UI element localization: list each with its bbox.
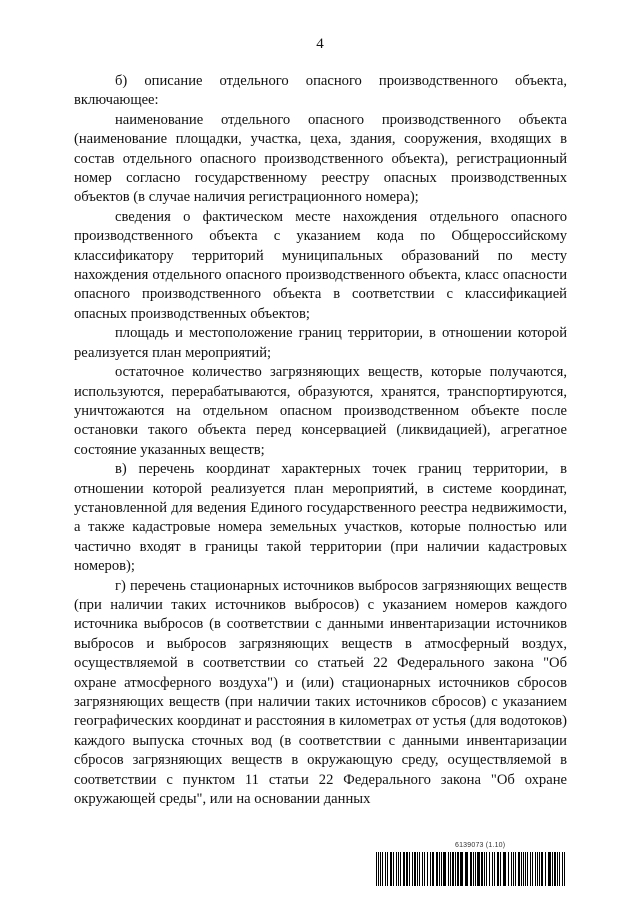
paragraph-location-info: сведения о фактическом месте нахождения отдельного опасного производственного объекта с указанием кода по Общероссийскому классификатору территорий муниципальных образований по месту нахождения отдельного опасного производственного объекта, класс опасности опасного производственного объекта в соответствии с классификацией опасных производственных объектов; xyxy=(74,208,567,322)
paragraph-v-coordinates: в) перечень координат характерных точек границ территории, в отношении которой реализуется план мероприятий, в системе координат, установленной для ведения Единого государственного реестра недвижимости, а также кадастровые номера земельных участков, которые полностью или частично входят в границы такой территории (при наличии кадастровых номеров); xyxy=(74,461,567,575)
paragraph-b-description: б) описание отдельного опасного производственного объекта, включающее: xyxy=(74,73,567,109)
paragraph-area-boundaries: площадь и местоположение границ территории, в отношении которой реализуется план мероприятий; xyxy=(74,325,567,361)
paragraph-object-name: наименование отдельного опасного производственного объекта (наименование площадки, участка, цеха, здания, сооружения, входящих в состав отдельного опасного производственного объекта), регистрационный номер согласно государственному реестру опасных производственных объектов (в случае наличия регистрационного номера); xyxy=(74,111,567,206)
page-number: 4 xyxy=(316,36,324,52)
document-stamp: 6139073 (1.10) xyxy=(455,842,506,849)
paragraph-g-emission-sources: г) перечень стационарных источников выбросов загрязняющих веществ (при наличии таких источников выбросов) с указанием номеров каждого источника выбросов (в соответствии с данными инвентаризации источников выбросов и выбросов загрязняющих веществ в атмосферный воздух, осуществляемой в соответствии со статьей 22 Федерального закона "Об охране атмосферного воздуха") и (или) стационарных источников сбросов загрязняющих веществ (при наличии таких источников сбросов) с указанием географических координат и расстояния в километрах от устья (для водотоков) каждого выпуска сточных вод (в соответствии с данными инвентаризации сбросов загрязняющих веществ в окружающую среду, осуществляемой в соответствии с пунктом 11 статьи 22 Федерального закона "Об охране окружающей среды", или на основании данных xyxy=(74,577,567,808)
document-body xyxy=(74,72,567,809)
barcode-image xyxy=(376,852,566,886)
paragraph-residual-substances: остаточное количество загрязняющих веществ, которые получаются, используются, перерабатываются, образуются, хранятся, транспортируются, уничтожаются на отдельном опасном производственном объекте после остановки такого объекта перед консервацией (ликвидацией), агрегатное состояние указанных веществ; xyxy=(74,364,567,458)
